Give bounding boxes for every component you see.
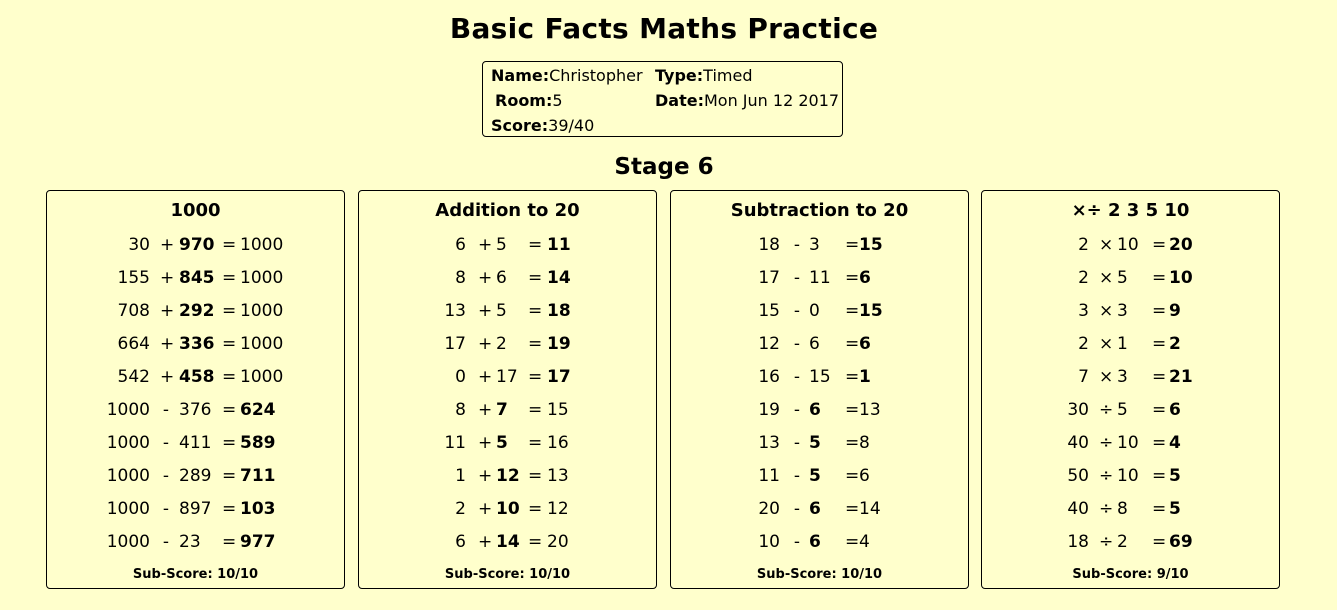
student-info-box	[482, 61, 843, 137]
practice-panel	[358, 190, 657, 589]
operand-b: 289	[179, 466, 212, 486]
operand-b: 5	[496, 301, 507, 321]
room-value: 5	[552, 91, 563, 110]
result: 589	[240, 433, 276, 453]
equation-row	[47, 499, 344, 525]
operand-a: 2	[1078, 235, 1089, 255]
operand-b: 292	[179, 301, 215, 321]
operand-b: 14	[496, 532, 520, 552]
result: 5	[1169, 466, 1181, 486]
equation-row	[982, 532, 1279, 558]
operand-b: 10	[496, 499, 520, 519]
operand-b: 1	[1117, 334, 1128, 354]
equals-sign: =	[845, 466, 860, 486]
equation-row	[671, 268, 968, 294]
operand-a: 708	[117, 301, 150, 321]
equals-sign: =	[222, 334, 237, 354]
operator: -	[793, 301, 801, 321]
equals-sign: =	[222, 433, 237, 453]
operator: -	[793, 466, 801, 486]
equals-sign: =	[222, 268, 237, 288]
equation-row	[359, 301, 656, 327]
operator: -	[793, 433, 801, 453]
result: 14	[859, 499, 881, 519]
operand-a: 20	[758, 499, 780, 519]
equation-row	[671, 334, 968, 360]
equation-row	[47, 532, 344, 558]
operand-a: 19	[758, 400, 780, 420]
operand-b: 15	[809, 367, 831, 387]
operand-a: 7	[1078, 367, 1089, 387]
equation-row	[982, 235, 1279, 261]
equals-sign: =	[1152, 400, 1167, 420]
operand-b: 897	[179, 499, 212, 519]
date-value: Mon Jun 12 2017	[703, 91, 840, 110]
operator: ×	[1099, 235, 1114, 255]
equation-row	[359, 466, 656, 492]
operand-a: 17	[444, 334, 466, 354]
operator: -	[162, 400, 170, 420]
equals-sign: =	[1152, 301, 1167, 321]
operand-b: 458	[179, 367, 215, 387]
operand-a: 1	[455, 466, 466, 486]
operand-a: 16	[758, 367, 780, 387]
operand-a: 664	[117, 334, 150, 354]
result: 15	[859, 235, 883, 255]
result: 6	[859, 334, 871, 354]
equals-sign: =	[528, 433, 543, 453]
panel-title: Addition to 20	[435, 200, 580, 221]
panel-title: 1000	[170, 200, 221, 221]
operator: -	[793, 367, 801, 387]
operator: ×	[1099, 301, 1114, 321]
type-value: Timed	[703, 66, 753, 85]
result: 12	[547, 499, 569, 519]
room-label: Room:	[495, 91, 553, 110]
name-value: Christopher	[549, 66, 643, 85]
result: 13	[859, 400, 881, 420]
operand-b: 7	[496, 400, 508, 420]
operator: ÷	[1099, 433, 1114, 453]
info-room	[495, 91, 563, 110]
equals-sign: =	[528, 334, 543, 354]
operand-b: 411	[179, 433, 212, 453]
operand-a: 3	[1078, 301, 1089, 321]
equation-row	[47, 367, 344, 393]
equals-sign: =	[845, 334, 860, 354]
equation-row	[671, 400, 968, 426]
operator: ×	[1099, 268, 1114, 288]
operator: +	[160, 268, 175, 288]
result: 624	[240, 400, 276, 420]
operand-b: 23	[179, 532, 201, 552]
operator: -	[793, 400, 801, 420]
result: 21	[1169, 367, 1193, 387]
result: 6	[859, 466, 870, 486]
result: 1000	[240, 367, 284, 387]
equation-row	[359, 235, 656, 261]
operator: ÷	[1099, 499, 1114, 519]
equals-sign: =	[1152, 433, 1167, 453]
operand-a: 1000	[106, 532, 150, 552]
operand-b: 2	[1117, 532, 1128, 552]
equation-row	[982, 367, 1279, 393]
info-score	[491, 116, 594, 135]
result: 11	[547, 235, 571, 255]
operand-b: 6	[809, 499, 821, 519]
equals-sign: =	[528, 235, 543, 255]
result: 17	[547, 367, 571, 387]
operand-b: 0	[809, 301, 820, 321]
operand-a: 11	[758, 466, 780, 486]
equation-row	[671, 433, 968, 459]
operator: +	[160, 334, 175, 354]
operand-b: 5	[1117, 400, 1128, 420]
panel-title: Subtraction to 20	[730, 200, 909, 221]
info-name	[491, 66, 643, 85]
operand-b: 6	[809, 334, 820, 354]
operator: ×	[1099, 334, 1114, 354]
name-label: Name:	[491, 66, 550, 85]
operator: +	[478, 532, 493, 552]
operand-b: 3	[1117, 367, 1128, 387]
equals-sign: =	[1152, 334, 1167, 354]
equals-sign: =	[845, 301, 860, 321]
operand-a: 10	[758, 532, 780, 552]
operand-b: 6	[809, 400, 821, 420]
operand-b: 8	[1117, 499, 1128, 519]
sub-score: Sub-Score: 10/10	[132, 567, 259, 582]
date-label: Date:	[655, 91, 704, 110]
equals-sign: =	[222, 301, 237, 321]
result: 8	[859, 433, 870, 453]
equation-row	[671, 235, 968, 261]
operator: +	[478, 499, 493, 519]
equation-row	[982, 499, 1279, 525]
operator: +	[160, 367, 175, 387]
operand-b: 336	[179, 334, 215, 354]
equals-sign: =	[528, 301, 543, 321]
score-label: Score:	[491, 116, 549, 135]
operator: ÷	[1099, 532, 1114, 552]
equals-sign: =	[222, 367, 237, 387]
equation-row	[982, 334, 1279, 360]
operand-b: 376	[179, 400, 212, 420]
operand-a: 12	[758, 334, 780, 354]
operand-b: 3	[1117, 301, 1128, 321]
result: 6	[1169, 400, 1181, 420]
operand-a: 13	[758, 433, 780, 453]
info-type	[655, 66, 752, 85]
operand-b: 11	[809, 268, 831, 288]
equals-sign: =	[528, 466, 543, 486]
equals-sign: =	[528, 268, 543, 288]
operator: +	[478, 367, 493, 387]
operand-a: 40	[1067, 433, 1089, 453]
operand-a: 0	[455, 367, 466, 387]
result: 15	[547, 400, 569, 420]
result: 15	[859, 301, 883, 321]
operand-b: 5	[496, 433, 508, 453]
operand-b: 10	[1117, 466, 1139, 486]
result: 20	[1169, 235, 1193, 255]
operand-a: 6	[455, 235, 466, 255]
equals-sign: =	[845, 235, 860, 255]
operator: +	[478, 466, 493, 486]
operator: -	[793, 334, 801, 354]
result: 5	[1169, 499, 1181, 519]
operand-b: 845	[179, 268, 215, 288]
operand-a: 30	[128, 235, 150, 255]
operand-a: 155	[117, 268, 150, 288]
equals-sign: =	[222, 400, 237, 420]
equation-row	[359, 367, 656, 393]
operator: ÷	[1099, 400, 1114, 420]
operator: ×	[1099, 367, 1114, 387]
equation-row	[982, 466, 1279, 492]
score-value: 39/40	[548, 116, 595, 135]
equals-sign: =	[222, 499, 237, 519]
operand-a: 13	[444, 301, 466, 321]
equation-row	[47, 268, 344, 294]
equation-row	[671, 367, 968, 393]
operator: -	[793, 268, 801, 288]
operand-a: 8	[455, 268, 466, 288]
equation-row	[359, 433, 656, 459]
operand-a: 18	[1067, 532, 1089, 552]
equals-sign: =	[845, 268, 860, 288]
equals-sign: =	[1152, 235, 1167, 255]
operand-b: 970	[179, 235, 215, 255]
operator: +	[478, 235, 493, 255]
equals-sign: =	[845, 367, 860, 387]
equation-row	[359, 334, 656, 360]
operand-a: 6	[455, 532, 466, 552]
operand-a: 1000	[106, 466, 150, 486]
operand-a: 17	[758, 268, 780, 288]
type-label: Type:	[655, 66, 704, 85]
result: 4	[1169, 433, 1181, 453]
result: 1	[859, 367, 871, 387]
operand-a: 50	[1067, 466, 1089, 486]
equation-row	[671, 301, 968, 327]
result: 2	[1169, 334, 1181, 354]
result: 10	[1169, 268, 1193, 288]
result: 9	[1169, 301, 1181, 321]
operand-a: 2	[1078, 334, 1089, 354]
result: 1000	[240, 301, 284, 321]
equals-sign: =	[845, 433, 860, 453]
operand-b: 10	[1117, 433, 1139, 453]
equals-sign: =	[528, 499, 543, 519]
operand-b: 5	[496, 235, 507, 255]
operator: -	[162, 499, 170, 519]
operand-b: 5	[809, 433, 821, 453]
operand-a: 1000	[106, 400, 150, 420]
result: 14	[547, 268, 571, 288]
equals-sign: =	[1152, 268, 1167, 288]
sub-score: Sub-Score: 10/10	[444, 567, 571, 582]
equation-row	[671, 466, 968, 492]
operator: +	[478, 334, 493, 354]
equals-sign: =	[845, 400, 860, 420]
operand-a: 11	[444, 433, 466, 453]
operator: -	[793, 235, 801, 255]
result: 16	[547, 433, 569, 453]
equation-row	[359, 400, 656, 426]
equals-sign: =	[1152, 367, 1167, 387]
operand-a: 18	[758, 235, 780, 255]
equation-row	[47, 334, 344, 360]
operator: -	[162, 466, 170, 486]
operand-b: 6	[496, 268, 507, 288]
equals-sign: =	[845, 499, 860, 519]
operator: +	[478, 268, 493, 288]
stage-heading: Stage 6	[614, 154, 714, 180]
result: 69	[1169, 532, 1193, 552]
operand-b: 5	[809, 466, 821, 486]
equation-row	[982, 400, 1279, 426]
result: 1000	[240, 334, 284, 354]
info-date	[655, 91, 839, 110]
equals-sign: =	[222, 532, 237, 552]
practice-panel	[670, 190, 969, 589]
equation-row	[982, 301, 1279, 327]
equation-row	[47, 235, 344, 261]
operand-a: 30	[1067, 400, 1089, 420]
result: 977	[240, 532, 276, 552]
operand-a: 1000	[106, 499, 150, 519]
equation-row	[359, 499, 656, 525]
practice-panel	[46, 190, 345, 589]
operator: -	[793, 532, 801, 552]
operator: +	[160, 301, 175, 321]
operand-b: 17	[496, 367, 518, 387]
operand-a: 40	[1067, 499, 1089, 519]
result: 1000	[240, 268, 284, 288]
equation-row	[982, 433, 1279, 459]
result: 103	[240, 499, 276, 519]
equation-row	[47, 400, 344, 426]
result: 711	[240, 466, 276, 486]
operator: -	[793, 499, 801, 519]
operand-a: 2	[1078, 268, 1089, 288]
operand-a: 15	[758, 301, 780, 321]
equals-sign: =	[222, 466, 237, 486]
operand-a: 1000	[106, 433, 150, 453]
result: 18	[547, 301, 571, 321]
operand-b: 5	[1117, 268, 1128, 288]
equation-row	[671, 532, 968, 558]
equation-row	[47, 466, 344, 492]
practice-panel	[981, 190, 1280, 589]
operand-b: 3	[809, 235, 820, 255]
equation-row	[359, 532, 656, 558]
equation-row	[982, 268, 1279, 294]
equals-sign: =	[1152, 499, 1167, 519]
result: 6	[859, 268, 871, 288]
operator: +	[478, 301, 493, 321]
operator: -	[162, 532, 170, 552]
result: 20	[547, 532, 569, 552]
equals-sign: =	[1152, 532, 1167, 552]
operand-a: 2	[455, 499, 466, 519]
equation-row	[359, 268, 656, 294]
sub-score: Sub-Score: 9/10	[1072, 567, 1189, 582]
operand-a: 8	[455, 400, 466, 420]
operand-b: 6	[809, 532, 821, 552]
sub-score: Sub-Score: 10/10	[756, 567, 883, 582]
operator: +	[160, 235, 175, 255]
result: 1000	[240, 235, 284, 255]
result: 13	[547, 466, 569, 486]
equals-sign: =	[528, 400, 543, 420]
equals-sign: =	[528, 367, 543, 387]
result: 4	[859, 532, 870, 552]
operator: -	[162, 433, 170, 453]
operand-b: 12	[496, 466, 520, 486]
equals-sign: =	[222, 235, 237, 255]
operator: +	[478, 400, 493, 420]
result: 19	[547, 334, 571, 354]
equation-row	[47, 301, 344, 327]
equals-sign: =	[528, 532, 543, 552]
operator: ÷	[1099, 466, 1114, 486]
equals-sign: =	[845, 532, 860, 552]
equation-row	[47, 433, 344, 459]
operator: +	[478, 433, 493, 453]
panel-title: ×÷ 2 3 5 10	[1071, 200, 1190, 221]
operand-b: 10	[1117, 235, 1139, 255]
page-title: Basic Facts Maths Practice	[449, 12, 879, 45]
equation-row	[671, 499, 968, 525]
equals-sign: =	[1152, 466, 1167, 486]
operand-a: 542	[117, 367, 150, 387]
operand-b: 2	[496, 334, 507, 354]
